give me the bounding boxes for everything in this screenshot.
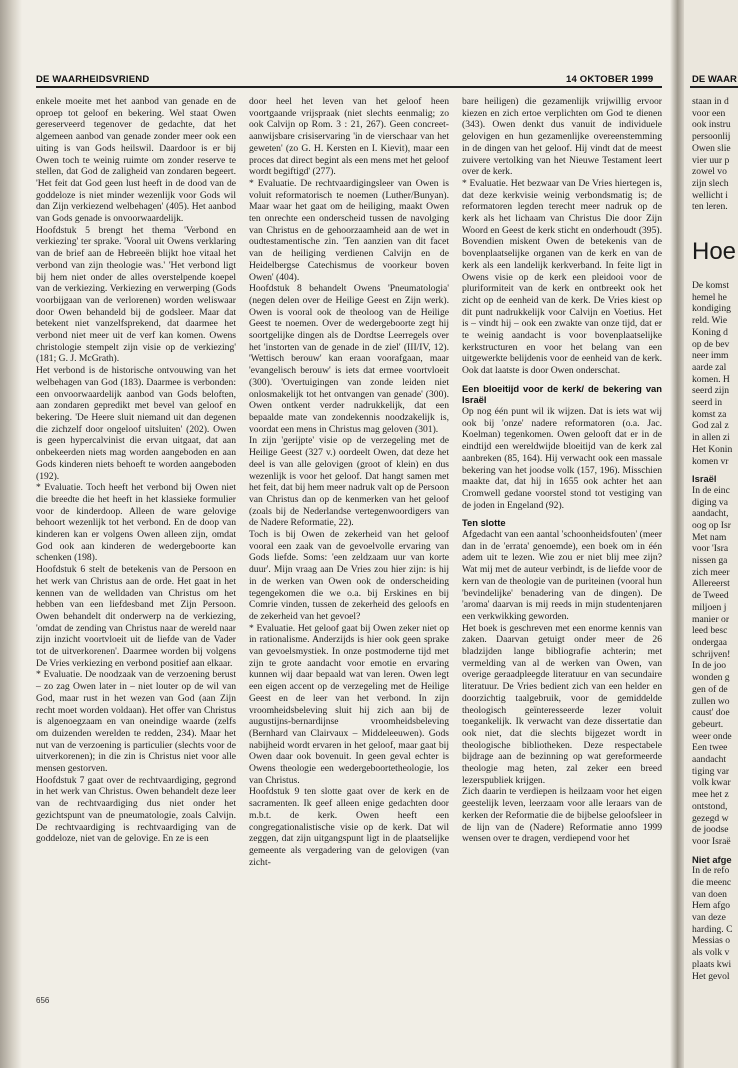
paragraph: Zich daarin te verdiepen is heilzaam voor het eigen geestelijk leven, leerzaam voor alle leraars van de kerken der Reformatie die de bijbelse geloofsleer in de lijn van de (Nadere) Reformatie anno 1999 wensen over te dragen, verdiepend voor het xyxy=(462,786,662,845)
paragraph: Het boek is geschreven met een enorme kennis van zaken. Daarvan getuigt onder meer de 26 bladzijden lange bibliografie achterin; met vermelding van al de werken van Owen, van overige geraadpleegde literatuur en van secundaire literatuur. De Vries bedient zich van een helder en doorzichtig taalgebruik, voor de gemiddelde theologisch geïnteresseerde lezer voluit toegankelijk. Ik verwacht van deze dissertatie dan ook niet, dat die slechts bijgezet wordt in theologische bibliotheken. Deze respectabele bijdrage aan de bezinning op wat gereformeerde theologie mag heten, zal zeker een breed lezerspubliek krijgen. xyxy=(462,622,662,786)
paragraph: Hoofdstuk 9 ten slotte gaat over de kerk en de sacramenten. Ik geef alleen enige gedachten door m.b.t. de kerk. Owen heeft een congregationalistische visie op de kerk. Dat wil zeggen, dat zijn uitgangspunt ligt in de plaatselijke gemeente als vergadering van de gelovigen (van zicht- xyxy=(249,786,449,868)
text-line: voor 'Isra xyxy=(692,543,729,555)
text-line: leed besc xyxy=(692,625,728,637)
text-line: miljoen j xyxy=(692,601,727,613)
paragraph: In zijn 'gerijpte' visie op de verzegeling met de Heilige Geest (327 v.) oordeelt Owen, dat deze het deel is van alle gelovigen (groot of klein) en dus wezenlijk is voor het geloof. Dat hangt samen met het feit, dat bij hem meer nadruk valt op de Persoon van Christus dan op de kenmerken van het geloof (zoals bij de Nederlandse vertegenwoordigers van de Nadere Reformatie, 22). xyxy=(249,435,449,529)
text-line: kondiging xyxy=(692,303,731,315)
text-line: oog op Isr xyxy=(692,519,731,531)
article-title: Hoe xyxy=(692,238,737,265)
text-line: manier or xyxy=(692,613,730,625)
right-column-top xyxy=(692,96,738,213)
text-line: voor Israë xyxy=(692,835,731,847)
text-line: Met nam xyxy=(692,531,727,543)
text-line: staan in d xyxy=(692,96,729,107)
section-heading: Niet afge xyxy=(692,853,732,865)
text-line: komst za xyxy=(692,408,727,420)
right-column-body xyxy=(692,280,738,982)
text-line: die meenc xyxy=(692,876,732,888)
text-line: In de refo xyxy=(692,865,730,877)
text-line: de joodse xyxy=(692,824,729,836)
text-line: in allen zi xyxy=(692,432,730,444)
running-head-publication: DE WAARHEIDSVRIEND xyxy=(36,74,150,85)
text-line: zijn slech xyxy=(692,177,729,189)
text-line: zowel vo xyxy=(692,166,727,178)
paragraph: enkele moeite met het aanbod van genade en de oproep tot geloof en bekering. Wel staat Owen gereserveerd tegenover de gedachte, dat het algemeen aanbod van genade zonder meer ook een uiting is van Gods heilswil. Daardoor is er bij Owen toch te weinig ruimte om zonder reserve te stellen, dat God de zaligheid van zondaren begeert. 'Het feit dat God geen lust heeft in de dood van de goddeloze is niet minder wezenlijk voor Gods wil dan Zijn verkiezend welbehagen' (405). Het aanbod van Gods genade is onvoorwaardelijk. xyxy=(36,96,236,225)
paragraph: * Evaluatie. De rechtvaardigingsleer van Owen is voluit reformatorisch te noemen (Luther/Bunyan). Maar waar het gaat om de heiliging, maakt Owen ten onrechte een onderscheid tussen de navolging van Christus en de gehoorzaamheid aan de wet in oudtestamentische zin. 'Ten aanzien van dit facet van de heiliging verdienen Calvijn en de Heidelbergse Catechismus de voorkeur boven Owen' (404). xyxy=(249,177,449,283)
text-line: vier uur p xyxy=(692,154,730,166)
paragraph: * Evaluatie. De noodzaak van de verzoening berust – zo zag Owen later in – niet louter op de wil van God, maar rust in het wezen van God (aan Zijn recht moet worden voldaan). Het offer van Christus is algenoegzaam en van oneindige waarde (zelfs om duizenden werelden te redden, 234). Maar het nut van de verzoening is particulier (slechts voor de uitverkorenen); in die zin is Christus niet voor alle mensen gestorven. xyxy=(36,669,236,775)
text-line: Messias o xyxy=(692,935,731,947)
text-line: God zal z xyxy=(692,420,729,432)
text-line: ten leren. xyxy=(692,201,728,213)
paragraph: Hoofdstuk 6 stelt de betekenis van de Persoon en het werk van Christus aan de orde. Het gaat in het kennen van de welldaden van Christus om het hebben van een liefdesband met Zijn Persoon. Owen behandelt dit onderwerp na de verkiezing, 'omdat de zending van Christus naar de wereld naar zijn inzicht voortvloeit uit de liefde van de Vader tot de uitverkorenen'. Daarmee worden bij volgens De Vries verkiezing en verbond positief aan elkaar. xyxy=(36,564,236,669)
text-line: neer imm xyxy=(692,350,729,362)
text-line: Hem afgo xyxy=(692,900,731,912)
page-number: 656 xyxy=(36,996,50,1005)
text-line: In de joo xyxy=(692,660,727,672)
paragraph: Hoofdstuk 7 gaat over de rechtvaardiging, gegrond in het werk van Christus. Owen behandelt deze leer van de rechtvaardiging dus niet onder het gezichtspunt van de pneumatologie, zoals Calvijn. De rechtvaardiging is rechtvaardiging van de goddeloze, niet van de gelovige. En ze is een xyxy=(36,774,236,845)
text-line: gezegd w xyxy=(692,812,729,824)
text-line: aandacht xyxy=(692,754,727,766)
paragraph: * Evaluatie. Toch heeft het verbond bij Owen niet die breedte die het heeft in het klassieke formulier voor de kinderdoop. Alleen de ware gelovige behoort wezenlijk tot het verbond. En de doop van kinderen kan er volgens Owen alleen zijn, omdat God ook aan kinderen de wedergeboorte kan schenken (198). xyxy=(36,482,236,564)
paragraph: * Evaluatie. Het geloof gaat bij Owen zeker niet op in rationalisme. Anderzijds is hier ook geen sprake van gevoelsmystiek. In onze postmoderne tijd met zijn te grote aandacht voor emotie en ervaring kunnen wij daar bepaald wat van leren. Owen legt een eigen accent op de verzegeling met de Heilige Geest en de leer van het verbond. In zijn vroomheidsbeleving sluit hij zich aan bij de augustijns-bernardijnse vroomheidsbeleving (Bernhard van Clairvaux – Middeleeuwen). Gods nabijheid wordt ervaren in het geloof, maar gaat bij Owen daar ook bovenuit. In geen geval echter is Owens theologie een wedergeboortetheologie, los van Christus. xyxy=(249,622,449,786)
header-rule xyxy=(36,86,662,88)
text-line: ook instru xyxy=(692,119,731,131)
text-line: Allereerst xyxy=(692,578,730,590)
text-line: zich meer xyxy=(692,566,730,578)
text-line: zullen wo xyxy=(692,695,730,707)
section-heading: Israël xyxy=(692,473,717,485)
paragraph: Hoofdstuk 8 behandelt Owens 'Pneumatologia' (negen delen over de Heilige Geest en Zijn werk). Owen is vooral ook de theoloog van de Heilige Geest te noemen. Over de wedergeboorte zegt hij soortgelijke dingen als de Dordtse Leerregels over het 'instorten van de genade in de ziel' (III/IV, 12). 'Wettisch berouw' kan eraan voorafgaan, maar 'evangelisch berouw' is iets dat ermee voortvloeit (300). 'Overtuigingen van zonde leiden niet onlosmakelijk tot het ontvangen van genade' (300). Owen ontkent verder nadrukkelijk, dat een bepaalde mate van zondekennis noodzakelijk is, voordat een mens in Christus mag geloven (301). xyxy=(249,283,449,435)
text-line: gen of de xyxy=(692,683,728,695)
paragraph: bare heiligen) die gezamenlijk vrijwillig ervoor kiezen en zich ertoe verplichten om God te dienen (343). Owen denkt dus vanuit de individuele gelovigen en hun gezamenlijke overeenstemming in de dingen van het geloof. Hij vindt dat de meest zuivere vertolking van het Nieuwe Testament leert over de kerk. xyxy=(462,96,662,178)
text-line: harding. C xyxy=(692,923,733,935)
paragraph: Op nog één punt wil ik wijzen. Dat is iets wat wij ook bij 'onze' nadere reformatoren (o.a. Jac. Koelman) tegenkomen. Owen gelooft dat er in de eindtijd een wereldwijde bloeitijd van de kerk zal aanbreken (85, 164). Hij verwacht ook een massale bekering van het joodse volk (157, 196). Misschien maakte dat, dat hij in 1655 ook achter het aan Cromwell gedane voorstel stond tot vestiging van de joden in Engeland (92). xyxy=(462,406,662,511)
text-line: aarde zal xyxy=(692,361,727,373)
page-binding-shadow xyxy=(0,0,22,1068)
column-2 xyxy=(249,96,449,868)
text-line: wellicht i xyxy=(692,189,728,201)
paragraph: Het verbond is de historische ontvouwing van het welbehagen van God (183). Daarmee is verbonden: een onvoorwaardelijk aanbod van Gods beloften, aan zondaren gepredikt met bevel van geloof en bekering. 'De Heere sluit niemand uit dan degenen die zichzelf door ongeloof uitsluiten' (202). Owen is geen hypercalvinist die ervan uitgaat, dat aan onbekeerden niets mag worden aangeboden en aan Gods kinderen niets behoeft te worden aangeboden (192). xyxy=(36,365,236,482)
section-heading: Ten slotte xyxy=(462,517,506,529)
running-head-date: 14 OKTOBER 1999 xyxy=(566,74,654,85)
column-3 xyxy=(462,96,662,845)
text-line: Het gevol xyxy=(692,970,730,982)
text-line: ontstond, xyxy=(692,800,728,812)
text-line: nissen ga xyxy=(692,555,728,567)
text-line: Koning d xyxy=(692,326,728,338)
text-line: voor een xyxy=(692,107,726,119)
text-line: hemel he xyxy=(692,291,727,303)
text-line: ondergaa xyxy=(692,636,727,648)
text-line: Een twee xyxy=(692,742,728,754)
paragraph: door heel het leven van het geloof heen voortgaande vrijspraak (niet slechts eenmalig; zo ook Calvijn op Rom. 3 : 21, 267). Geen concreet-aanwijsbare crisiservaring 'in de vierschaar van het geweten' (zo G. H. Kersten en I. Kievit), maar een proces dat direct begint als een mens met het geloof wordt begiftigd' (277). xyxy=(249,96,449,178)
text-line: diging va xyxy=(692,496,728,508)
text-line: wonden g xyxy=(692,672,730,684)
text-line: van deze xyxy=(692,912,726,924)
text-line: gebeurt. xyxy=(692,718,724,730)
text-line: De komst xyxy=(692,280,730,291)
text-line: volk kwar xyxy=(692,777,731,789)
gutter-shadow xyxy=(670,0,684,1068)
text-line: de Tweed xyxy=(692,590,729,602)
text-line: seerd in xyxy=(692,397,723,409)
right-header-rule xyxy=(690,86,738,88)
text-line: Het Konin xyxy=(692,443,733,455)
text-line: aandacht, xyxy=(692,508,729,520)
text-line: weer onde xyxy=(692,730,732,742)
text-line: persoonlij xyxy=(692,131,731,143)
text-line: van doen xyxy=(692,888,727,900)
text-line: als volk v xyxy=(692,947,730,959)
text-line: plaats kwi xyxy=(692,958,732,970)
section-heading: Een bloeitijd voor de kerk/ de bekering van Israël xyxy=(462,382,662,406)
text-line: komen. H xyxy=(692,373,730,385)
text-line: reld. Wie xyxy=(692,315,728,327)
text-line: schrijven! xyxy=(692,648,731,660)
text-line: caust' doe xyxy=(692,707,730,719)
text-line: In de einc xyxy=(692,484,730,496)
text-line: mee het z xyxy=(692,789,729,801)
text-line: seerd zijn xyxy=(692,385,730,397)
right-running-head: DE WAAR xyxy=(692,74,737,85)
text-line: tiging var xyxy=(692,765,730,777)
text-line: komen vr xyxy=(692,455,729,467)
text-line: Owen slie xyxy=(692,142,731,154)
paragraph: Afgedacht van een aantal 'schoonheidsfouten' (meer dan in de 'errata' genoemde), een boek om in één adem uit te lezen. Wie zou er niet blij mee zijn? Wat mij met de auteur verbindt, is de liefde voor de kern van de theologie van de puriteinen (vooral hun 'bevindelijke' benadering van de dingen). De 'aroma' daarvan is mij reeds in mijn studentenjaren een verkwikking geworden. xyxy=(462,528,662,622)
paragraph: * Evaluatie. Het bezwaar van De Vries hiertegen is, dat deze kerkvisie weinig verbondsmatig is; de reformatoren legden terecht meer nadruk op de kerk als het lichaam van Christus Die door Zijn Woord en Geest de kerk sticht en onderhoudt (395). Bovendien miskent Owen de betekenis van de bovenplaatselijke organen van de kerk en van de kerk als een landelijk kerkverband. In feite ligt in Owens visie op de kerk een pleidooi voor de pluriformiteit van de kerk en ontbreekt ook het zicht op de eenheid van de kerk. De Vries kiest op dit punt nadrukkelijk voor Calvijn en Voetius. Het is – vindt hij – ook een zwakte van onze tijd, dat er te weinig aandacht is voor bovenplaatselijke kerkstructuren en voor het belang van een uitgewerkte belijdenis voor de eenheid van de kerk. Ook dat laatste is door Owen onderschat. xyxy=(462,177,662,377)
text-line: op de bev xyxy=(692,338,730,350)
paragraph: Hoofdstuk 5 brengt het thema 'Verbond en verkiezing' ter sprake. 'Vooral uit Owens verklaring van de brief aan de Hebreeën blijkt hoe vitaal het verbond van zijn theologie was.' 'Het verbond ligt bij hem niet onder de alles overstelpende koepel van de verkiezing. Verkiezing en verwerping (Gods voorbijgaan van de verlorenen) worden weliswaar door Owen behandeld bij de godsleer. Maar dat betekent niet vanzelfsprekend, dat daarmee het verbond niet meer uit de verf kan komen. Owens christologie stempelt zijn visie op de verkiezing' (181; G. J. McGrath). xyxy=(36,224,236,365)
paragraph: Toch is bij Owen de zekerheid van het geloof vooral een zaak van de gevoelvolle ervaring van Gods liefde. Soms: 'een zeldzaam uur van korte duur'. Mijn vraag aan De Vries zou hier zijn: is hij in de werken van Owen ook de onderscheiding tegengekomen die we o.a. bij Erskines en bij Comrie vinden, tussen de zekerheid des geloofs en de zekerheid van het gevoel? xyxy=(249,529,449,622)
column-1 xyxy=(36,96,236,845)
